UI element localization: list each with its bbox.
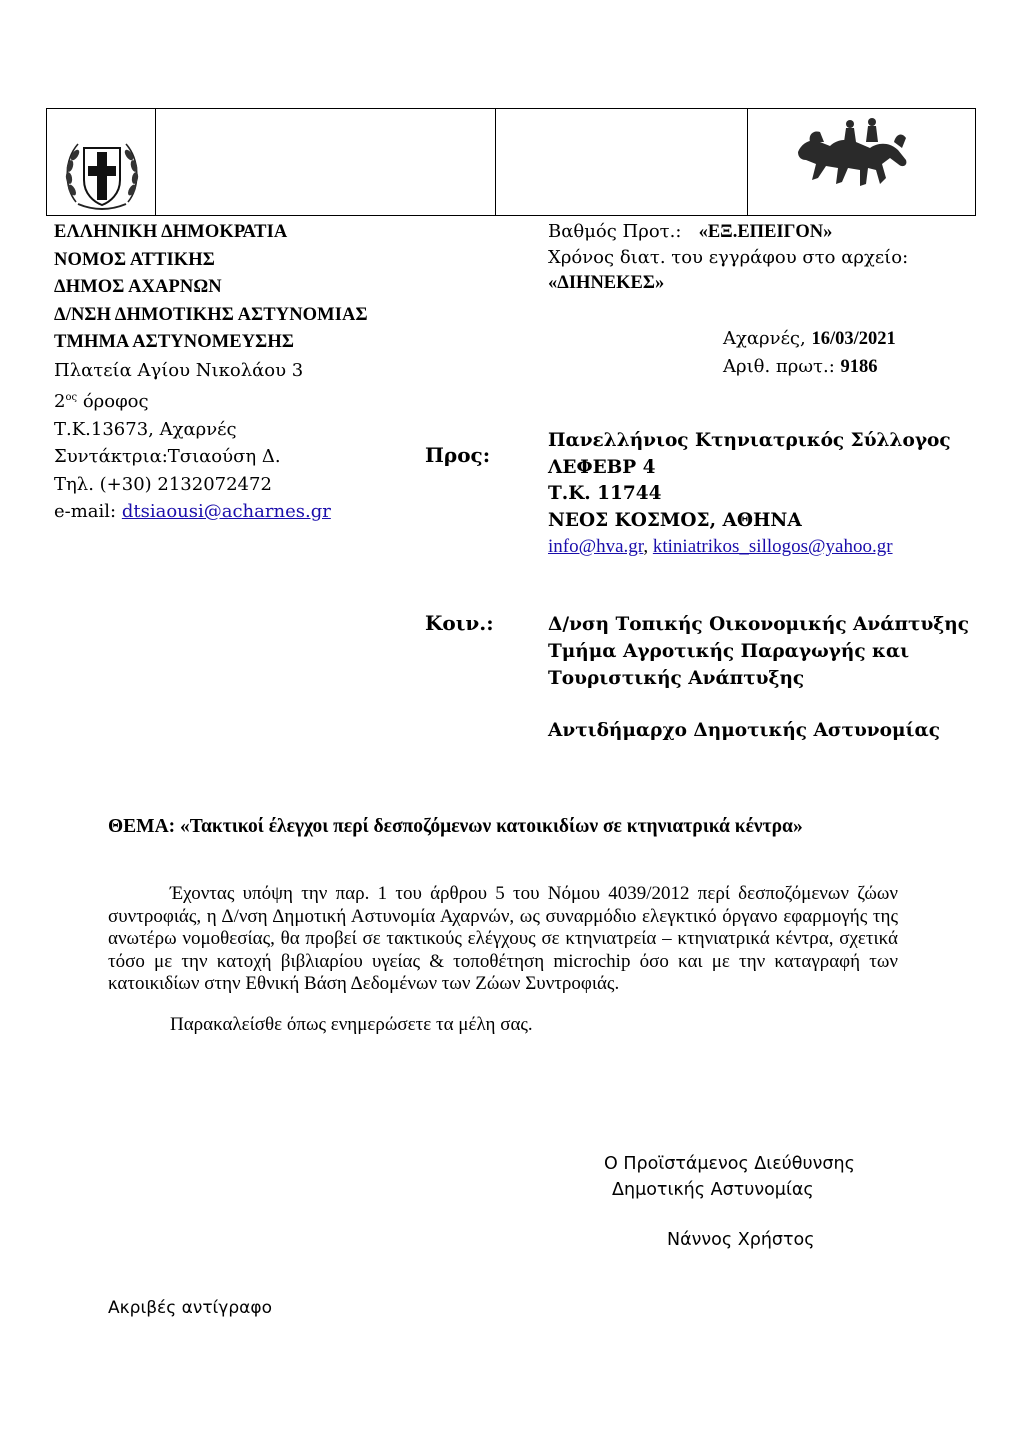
classification-block (548, 219, 908, 296)
sender-postal: Τ.Κ.13673, Αχαρνές (54, 418, 237, 440)
retention-value: «ΔΙΗΝΕΚΕΣ» (548, 273, 665, 293)
horses-logo-icon (790, 112, 915, 192)
floor-word: όροφος (82, 391, 149, 412)
cc-line-2: Τμήμα Αγροτικής Παραγωγής και (548, 641, 910, 662)
sender-line-4: Δ/ΝΣΗ ΔΗΜΟΤΙΚΗΣ ΑΣΤΥΝΟΜΙΑΣ (54, 304, 368, 325)
cc-label: Κοιν.: (425, 611, 494, 635)
date-value: 16/03/2021 (811, 329, 896, 349)
recipient-emails (548, 534, 951, 561)
date-protocol-block (723, 325, 896, 381)
recipient-block (548, 428, 951, 561)
recipient-email-1[interactable]: info@hva.gr (548, 536, 644, 557)
email-separator: , (643, 536, 653, 557)
recipient-line-2: ΛΕΦΕΒΡ 4 (548, 456, 656, 478)
date-label: Αχαρνές, (723, 328, 812, 349)
body-paragraph-1: Έχοντας υπόψη την παρ. 1 του άρθρου 5 του Νόμου 4039/2012 περί δεσποζόμενων ζώων συντροφιάς, η Δ/νση Δημοτική Αστυνομία Αχαρνών, ως συναρμόδιο ελεγκτικό όργανο εφαρμογής της ανωτέρω νομοθεσίας, θα προβεί σε τακτικούς ελέγχους σε κτηνιατρεία – κτηνιατρικά κέντρα, σχετικά τόσο με την κατοχή βιβλιαρίου υγείας & τοποθέτηση microchip όσο και με την καταγραφή των κατοικιδίων στην Εθνική Βάση Δεδομένων των Ζώων Συντροφιάς. (108, 883, 898, 994)
retention-label: Χρόνος διατ. του εγγράφου στο αρχείο: (548, 247, 909, 268)
sender-line-5: ΤΜΗΜΑ ΑΣΤΥΝΟΜΕΥΣΗΣ (54, 332, 295, 352)
header-cell-2 (155, 109, 496, 215)
body-paragraph-2: Παρακαλείσθε όπως ενημερώσετε τα μέλη σας. (170, 1013, 533, 1035)
sender-line-1: ΕΛΛΗΝΙΚΗ ΔΗΜΟΚΡΑΤΙΑ (54, 222, 288, 242)
sender-address: Πλατεία Αγίου Νικολάου 3 (54, 359, 304, 381)
priority-value: «ΕΞ.ΕΠΕΙΓΟΝ» (698, 222, 833, 242)
cc-line-1: Δ/νση Τοπικής Οικονομικής Ανάπτυξης (548, 614, 969, 635)
signature-title-2: Δημοτικής Αστυνομίας (612, 1180, 814, 1200)
body-text (108, 883, 898, 1036)
sender-phone: Τηλ. (+30) 2132072472 (54, 473, 272, 495)
sender-email-link[interactable]: dtsiaousi@acharnes.gr (121, 501, 331, 522)
cc-extra: Αντιδήμαρχο Δημοτικής Αστυνομίας (548, 720, 940, 741)
greek-coat-of-arms-icon (58, 132, 146, 214)
priority-label: Βαθμός Προτ.: (548, 221, 682, 242)
cc-block (548, 611, 969, 744)
signature-title-1: Ο Προϊστάμενος Διεύθυνσης (604, 1154, 855, 1174)
recipient-line-1: Πανελλήνιος Κτηνιατρικός Σύλλογος (548, 430, 951, 451)
recipient-line-3: Τ.Κ. 11744 (548, 483, 662, 504)
copy-note: Ακριβές αντίγραφο (108, 1298, 272, 1318)
sender-block (54, 219, 368, 526)
sender-author: Συντάκτρια:Τσιαούση Δ. (54, 446, 281, 467)
sender-line-2: ΝΟΜΟΣ ΑΤΤΙΚΗΣ (54, 249, 215, 270)
signature-name: Νάννος Χρήστος (667, 1230, 815, 1250)
date-line (723, 325, 896, 353)
cc-line-3: Τουριστικής Ανάπτυξης (548, 668, 805, 689)
sender-email-line (54, 498, 368, 526)
header-cell-3 (495, 109, 748, 215)
recipient-label: Προς: (425, 443, 491, 467)
protocol-value: 9186 (840, 357, 878, 377)
protocol-line (723, 353, 896, 381)
email-label: e-mail: (54, 501, 122, 522)
sender-floor (54, 384, 368, 416)
protocol-label: Αριθ. πρωτ.: (723, 356, 841, 377)
sender-line-3: ΔΗΜΟΣ ΑΧΑΡΝΩΝ (54, 277, 222, 297)
recipient-line-4: ΝΕΟΣ ΚΟΣΜΟΣ, ΑΘΗΝΑ (548, 509, 802, 531)
subject-line: ΘΕΜΑ: «Τακτικοί έλεγχοι περί δεσποζόμενων κατοικιδίων σε κτηνιατρικά κέντρα» (108, 816, 803, 837)
recipient-email-2[interactable]: ktiniatrikos_sillogos@yahoo.gr (652, 536, 893, 557)
priority-line (548, 219, 908, 245)
floor-number: 2 (54, 391, 66, 412)
floor-sup: ος (65, 392, 78, 403)
